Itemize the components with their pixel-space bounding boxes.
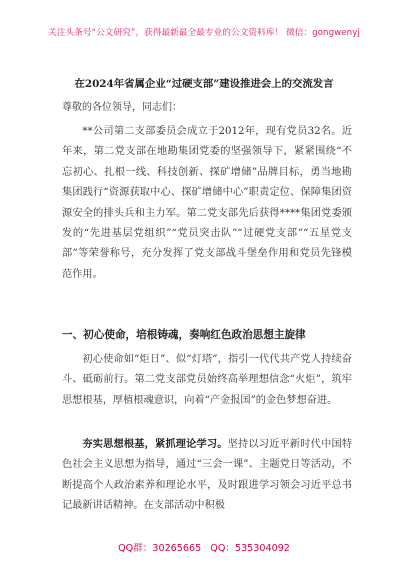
promo-banner: 关注头条号“公文研究”，获得最新最全最专业的公文资料库！ 微信：gongwenyj	[48, 28, 360, 38]
paragraph-mission	[62, 350, 352, 411]
paragraph-rest: 坚持以习近平新时代中国特色社会主义思想为指导，通过“三会一课”、主题党日等活动，不断提高个人政治素养和理论水平，及时跟进学习领会习近平总书记最新讲话精神。在支部活动中积极	[62, 439, 353, 512]
paragraph-text	[62, 434, 352, 517]
section-heading-1: 一、初心使命，培根铸魂，奏响红色政治思想主旋律	[62, 329, 306, 341]
footer-qq: QQ：535304092	[210, 543, 290, 554]
footer-contacts	[0, 540, 408, 554]
footer-qq-group: QQ群：30265665	[118, 543, 202, 554]
greeting: 尊敬的各位领导，同志们：	[62, 102, 182, 113]
paragraph-lead-bold: 夯实思想根基，紧抓理论学习。	[82, 438, 228, 450]
paragraph-text: **公司第二支部委员会成立于2012年，现有党员32名。近年来，第二党支部在地勘集团党委的坚强领导下，紧紧围绕“不忘初心、扎根一线、科技创新、探矿增储”品牌目标，勇当地勘集团践行“资源获取中心、探矿增储中心”职责定位、保障集团资源安全的排头兵和主力军。第二党支部先后获得****集团党委颁发的“先进基层党组织”“党员突击队”“过硬党支部”“五星党支部”等荣誉称号，充分发挥了党支部战斗堡垒作用和党员先锋模范作用。	[62, 126, 352, 280]
paragraph-text: 初心使命如“炬日”、似“灯塔”，指引一代代共产党人持续奋斗、砥砺前行。第二党支部党员始终高举理想信念“火炬”，筑牢思想根基，厚植根魂意识，向着“产金报国”的金色梦想奋进。	[62, 354, 352, 406]
paragraph-intro	[62, 122, 352, 285]
paragraph-theory-study	[62, 434, 352, 517]
document-title: 在2024年省属企业“过硬支部”建设推进会上的交流发言	[74, 78, 334, 90]
